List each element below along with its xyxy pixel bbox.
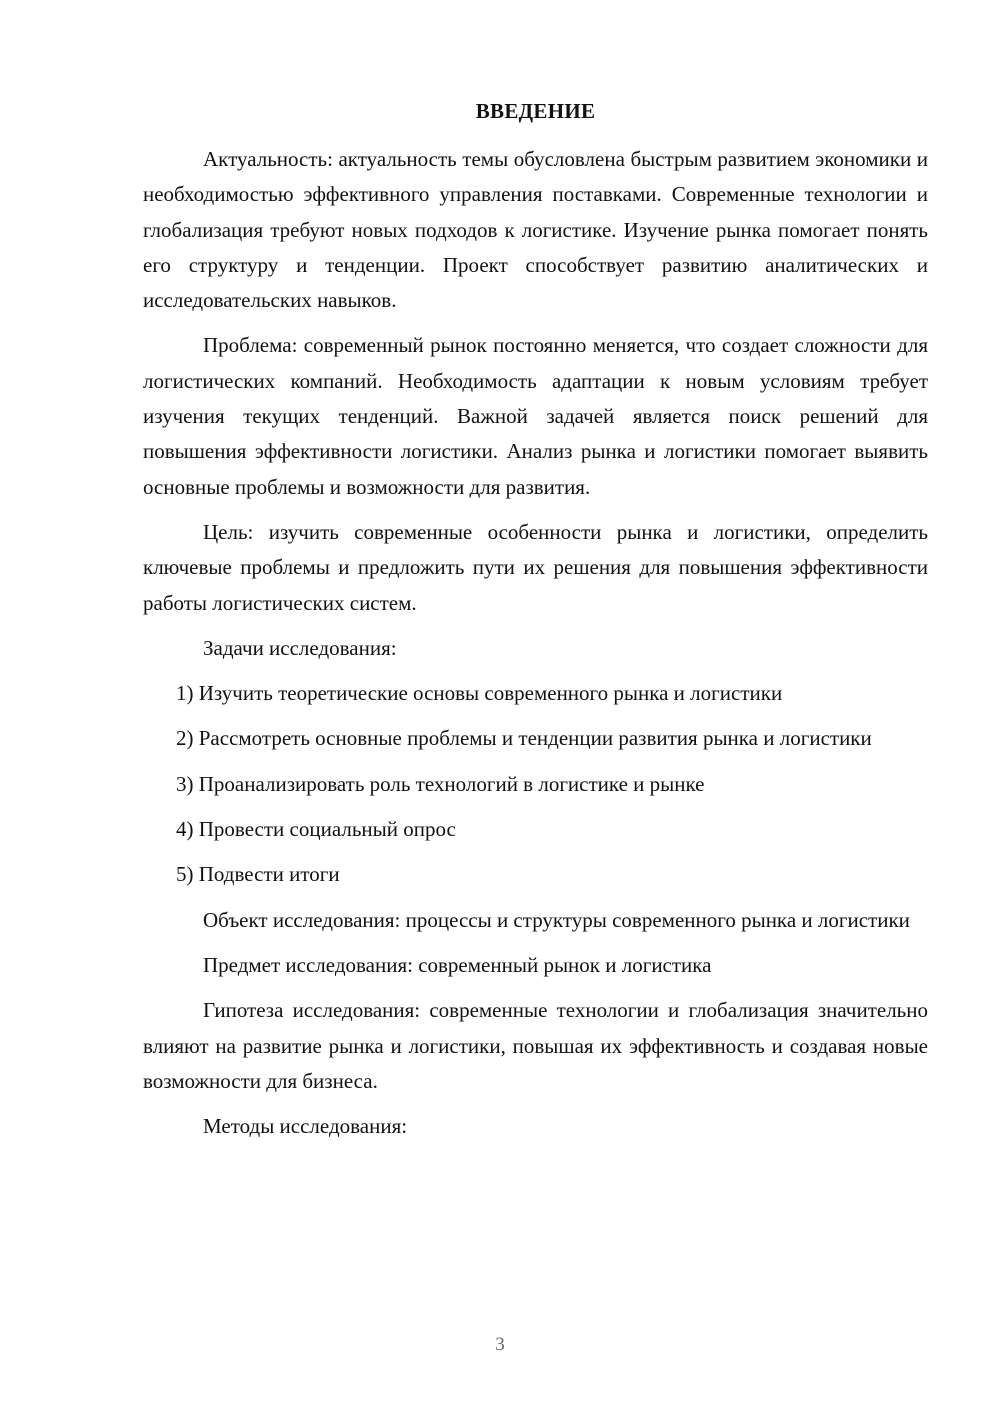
list-item-task-1: 1) Изучить теоретические основы современного рынка и логистики [176, 681, 783, 706]
paragraph-subject: Предмет исследования: современный рынок и логистика [203, 952, 712, 977]
paragraph-hypothesis: Гипотеза исследования: современные технологии и глобализация значительно влияют на развитие рынка и логистики, повышая их эффективность и создавая новые возможности для бизнеса. [143, 998, 928, 1093]
list-item-task-3: 3) Проанализировать роль технологий в логистике и рынке [176, 771, 705, 796]
section-title: ВВЕДЕНИЕ [475, 99, 596, 123]
list-item-task-4: 4) Провести социальный опрос [176, 817, 456, 842]
page-number: 3 [495, 1334, 505, 1355]
paragraph-relevance: Актуальность: актуальность темы обусловлена быстрым развитием экономики и необходимостью эффективного управления поставками. Современные технологии и глобализация требуют новых подходов к логистике. Изучение рынка помогает понять его структуру и тенденции. Проект способствует развитию аналитических и исследовательских навыков. [143, 147, 928, 313]
body-text [143, 142, 928, 1154]
paragraph-tasks-heading: Задачи исследования: [203, 635, 397, 660]
list-item-task-2: 2) Рассмотреть основные проблемы и тенденции развития рынка и логистики [176, 726, 872, 751]
paragraph-object: Объект исследования: процессы и структуры современного рынка и логистики [203, 907, 910, 932]
list-item-task-5: 5) Подвести итоги [176, 862, 340, 887]
paragraph-problem: Проблема: современный рынок постоянно меняется, что создает сложности для логистических компаний. Необходимость адаптации к новым условиям требует изучения текущих тенденций. Важной задачей является поиск решений для повышения эффективности логистики. Анализ рынка и логистики помогает выявить основные проблемы и возможности для развития. [143, 333, 928, 499]
paragraph-goal: Цель: изучить современные особенности рынка и логистики, определить ключевые проблемы и предложить пути их решения для повышения эффективности работы логистических систем. [143, 519, 928, 615]
paragraph-methods: Методы исследования: [203, 1114, 408, 1139]
